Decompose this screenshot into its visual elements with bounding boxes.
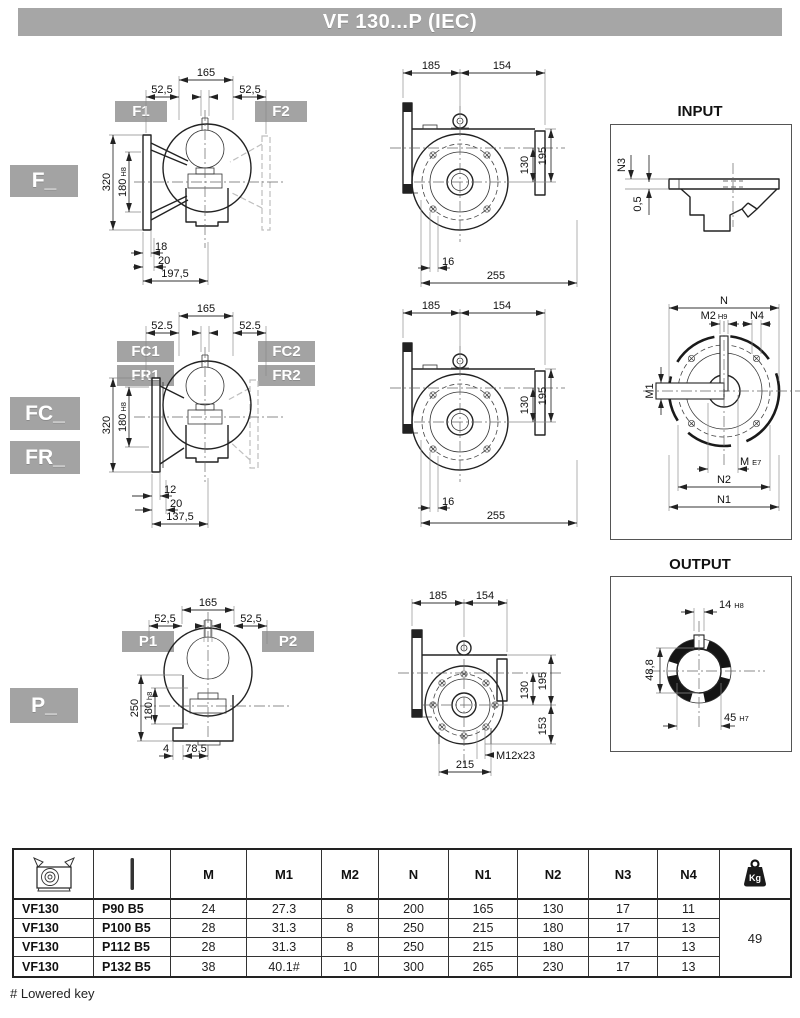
table-cell: 215: [449, 938, 518, 957]
dim-label: 20: [170, 498, 183, 510]
table-cell: 250: [379, 919, 449, 938]
table-cell: 130: [518, 900, 589, 919]
dim-label: 16: [442, 256, 455, 268]
input-section-dimensions: [616, 155, 669, 215]
dim-label: M12x23: [496, 750, 536, 762]
dim-label: 154: [475, 590, 495, 602]
col-header-m: M: [171, 850, 247, 900]
table-cell: 11: [658, 900, 720, 919]
f-front-dimensions: [403, 60, 577, 287]
table-cell: 13: [658, 938, 720, 957]
variant-badge-fr1: FR1: [117, 365, 174, 386]
table-cell-motor: P100 B5: [94, 919, 171, 938]
table-cell: 28: [171, 938, 247, 957]
dim-label: N4: [749, 310, 765, 322]
table-cell: 265: [449, 957, 518, 976]
dim-label: 165: [196, 67, 216, 79]
dim-label: 130: [519, 395, 531, 415]
dim-label: 320: [101, 172, 113, 192]
table-cell: 31.3: [247, 919, 322, 938]
dim-label: N2: [716, 474, 732, 486]
table-cell: 250: [379, 938, 449, 957]
dim-label: 52,5: [151, 84, 173, 96]
col-header-n2: N2: [518, 850, 589, 900]
table-cell: 8: [322, 938, 379, 957]
table-cell: 40.1#: [247, 957, 322, 976]
col-header-n: N: [379, 850, 449, 900]
dim-label: 153: [537, 716, 549, 736]
dim-label: 137,5: [166, 511, 194, 523]
fc-side-ghost-flange: [228, 380, 258, 468]
variant-badge-p1: P1: [122, 631, 174, 652]
input-panel-drawing: [610, 124, 792, 540]
output-bore-outline: [649, 621, 765, 727]
gearbox-icon-header: [14, 850, 94, 900]
output-panel-title: OUTPUT: [669, 556, 731, 573]
p-side-dimensions: [129, 597, 267, 760]
fc-side-drawing: [100, 300, 320, 530]
f-front-centerlines: [390, 106, 565, 242]
fc-front-dimensions: [403, 300, 577, 527]
dim-label: 195: [537, 386, 549, 406]
gearbox-icon: [30, 854, 78, 894]
fc-side-dimensions: [101, 303, 266, 528]
dim-label: 154: [492, 60, 512, 72]
table-cell-motor: P90 B5: [94, 900, 171, 919]
dim-label: 180h8: [143, 691, 155, 721]
table-cell: 165: [449, 900, 518, 919]
table-cell: 24: [171, 900, 247, 919]
output-panel-drawing: [610, 576, 792, 752]
dim-label: M1: [644, 383, 656, 399]
fc-front-centerlines: [390, 346, 565, 482]
table-cell: 180: [518, 919, 589, 938]
variant-badge-f2: F2: [255, 101, 307, 122]
motor-flange-icon: [122, 856, 142, 892]
dim-label: 52.5: [239, 320, 261, 332]
variant-badge-f1: F1: [115, 101, 167, 122]
table-cell: 180: [518, 938, 589, 957]
p-front-dimensions: [412, 590, 556, 776]
p-side-drawing: [100, 560, 320, 800]
f-side-ghost-flange: [230, 136, 270, 230]
table-cell: 200: [379, 900, 449, 919]
table-cell: 300: [379, 957, 449, 976]
dim-label: 250: [129, 698, 141, 718]
table-cell: 17: [589, 957, 658, 976]
input-panel-title: INPUT: [677, 103, 723, 120]
table-cell: 17: [589, 919, 658, 938]
dim-label: N3: [616, 157, 628, 173]
dim-label: 12: [164, 484, 177, 496]
table-cell: 10: [322, 957, 379, 976]
dim-label: 165: [196, 303, 216, 315]
table-cell: 38: [171, 957, 247, 976]
fc-side-outline: [152, 355, 251, 472]
dim-label: 185: [421, 300, 441, 312]
p-front-outline: [412, 630, 507, 744]
table-cell: 31.3: [247, 938, 322, 957]
col-header-m2: M2: [322, 850, 379, 900]
dim-label: 4: [162, 743, 170, 755]
table-cell: 17: [589, 938, 658, 957]
col-header-n3: N3: [589, 850, 658, 900]
dim-label: N: [720, 295, 728, 307]
col-header-m1: M1: [247, 850, 322, 900]
dim-label: 180H8: [117, 167, 129, 197]
dim-label: 78,5: [185, 743, 207, 755]
dim-label: 180H8: [117, 402, 129, 432]
table-cell: 230: [518, 957, 589, 976]
table-cell: 17: [589, 900, 658, 919]
dim-label: 320: [101, 415, 113, 435]
dim-label: 165: [198, 597, 218, 609]
dim-label: N1: [716, 494, 732, 506]
input-flange-dimensions: [644, 295, 779, 511]
dim-label: 20: [158, 255, 171, 267]
dim-label: 52,5: [239, 84, 261, 96]
fc-front-drawing: [390, 300, 600, 530]
output-dimensions: [644, 599, 749, 730]
section-badge-fc: FC_: [10, 397, 80, 430]
dim-label: 255: [486, 270, 506, 282]
table-cell-weight: 49: [747, 930, 763, 946]
dim-label: 197,5: [161, 268, 189, 280]
variant-badge-fr2: FR2: [258, 365, 315, 386]
variant-badge-fc1: FC1: [117, 341, 174, 362]
page-title: VF 130...P (IEC): [18, 8, 782, 36]
section-badge-p: P_: [10, 688, 78, 723]
table-cell: 215: [449, 919, 518, 938]
dim-label: 52,5: [154, 613, 176, 625]
dim-label: 195: [537, 146, 549, 166]
table-cell: 13: [658, 919, 720, 938]
table-cell-model: VF130: [14, 919, 94, 938]
kg-weight-icon: [742, 859, 768, 889]
dim-label: 48,8: [644, 659, 656, 681]
p-front-drawing: [390, 560, 600, 800]
footnote: # Lowered key: [10, 986, 95, 1001]
dim-label: 45 H7: [724, 712, 749, 724]
section-badge-fr: FR_: [10, 441, 80, 474]
dim-label: 0,5: [632, 196, 644, 212]
dim-label: 14 H8: [719, 599, 744, 611]
dim-label: 185: [428, 590, 448, 602]
f-side-drawing: [100, 60, 320, 290]
f-side-dimensions: [101, 67, 266, 285]
dim-label: 130: [519, 155, 531, 175]
dim-label: 130: [519, 680, 531, 700]
dimension-table: [12, 848, 792, 978]
dim-label: 255: [486, 510, 506, 522]
motor-flange-icon-header: [94, 850, 171, 900]
dim-label: 195: [537, 671, 549, 691]
p-side-centerlines: [140, 612, 290, 756]
dim-label: 154: [492, 300, 512, 312]
input-flange-outline: [643, 321, 800, 467]
variant-badge-p2: P2: [262, 631, 314, 652]
table-cell: 27.3: [247, 900, 322, 919]
section-badge-f: F_: [10, 165, 78, 197]
col-header-n4: N4: [658, 850, 720, 900]
table-cell: 13: [658, 957, 720, 976]
weight-icon-header: [720, 850, 790, 900]
table-cell: 8: [322, 900, 379, 919]
table-cell: 28: [171, 919, 247, 938]
table-cell-model: VF130: [14, 900, 94, 919]
dim-label: M2 H9: [700, 310, 728, 322]
dim-label: 52,5: [240, 613, 262, 625]
f-front-drawing: [390, 60, 600, 290]
table-cell-motor: P112 B5: [94, 938, 171, 957]
dim-label: M E7: [740, 456, 762, 468]
dim-label: 215: [455, 759, 475, 771]
table-cell-model: VF130: [14, 938, 94, 957]
dim-label: 16: [442, 496, 455, 508]
dim-label: 18: [155, 241, 168, 253]
dim-label: 185: [421, 60, 441, 72]
table-cell: 8: [322, 919, 379, 938]
input-section-outline: [669, 163, 779, 231]
svg-text:Kg: Kg: [749, 873, 761, 883]
col-header-n1: N1: [449, 850, 518, 900]
table-cell-model: VF130: [14, 957, 94, 976]
variant-badge-fc2: FC2: [258, 341, 315, 362]
dim-label: 52.5: [151, 320, 173, 332]
f-side-outline: [143, 118, 251, 230]
table-cell-motor: P132 B5: [94, 957, 171, 976]
